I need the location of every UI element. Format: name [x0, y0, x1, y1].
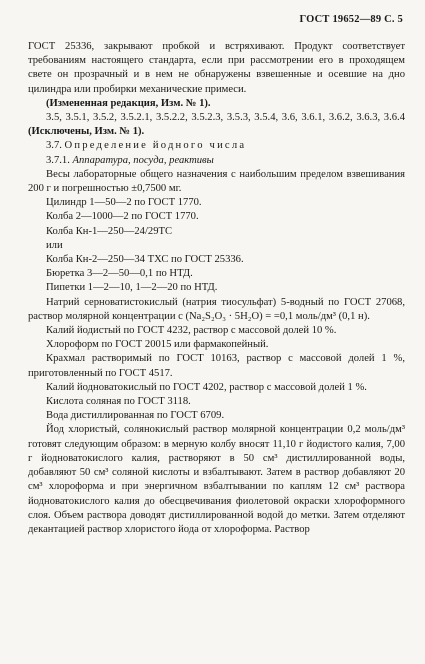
excluded-note: (Исключены, Изм. № 1). [28, 126, 145, 138]
reagent-thiosulfate: Натрий серноватистокислый (натрия тиосульфат) 5-водный по ГОСТ 27068, раствор молярной концентрации c (Na₂S₂O₃ · 5H₂O) = =0,1 моль/дм³ (0,1 н). [28, 296, 405, 322]
section-number: 3.7. [46, 140, 62, 152]
equipment-flask-1: Колба 2—1000—2 по ГОСТ 1770. [46, 211, 199, 223]
iodine-chloride-preparation: Йод хлористый, солянокислый раствор молярной концентрации 0,2 моль/дм³ готовят следующим образом: в мерную колбу вносят 11,10 г йодистого калия, 7,00 г йодноватокислого калия, растворяют в 50 см³ дистиллированной воды, добавляют 50 см³ соляной кислоты и взбалтывают. Затем в раствор добавляют 20 см³ хлороформа и при энергичном взбалтывании по каплям 12 см³ раствора йодноватокислого калия до обесцвечивания фиолетовой окраски хлороформного слоя. Объем раствора доводят дистиллированной водой до метки. Затем отделяют декантацией раствор хлористого йода от хлороформа. Раствор [28, 424, 405, 535]
excluded-clauses [28, 111, 405, 139]
reagent-potassium-iodide: Калий йодистый по ГОСТ 4232, раствор с массовой долей 10 %. [46, 325, 337, 337]
equipment-flask-3: Колба Кн-2—250—34 ТХС по ГОСТ 25336. [46, 254, 244, 266]
subsection-title: Аппаратура, посуда, реактивы [72, 154, 214, 166]
alternative-word: или [46, 239, 63, 251]
reagent-potassium-iodate: Калий йодноватокислый по ГОСТ 4202, раствор с массовой долей 1 %. [46, 381, 367, 393]
equipment-flask-2: Колба Кн-1—250—24/29ТС [46, 225, 173, 237]
equipment-pipettes: Пипетки 1—2—10, 1—2—20 по НТД. [46, 282, 218, 294]
equipment-scales: Весы лабораторные общего назначения с наибольшим пределом взвешивания 200 г и погрешностью ±0,7500 мг. [28, 168, 405, 195]
equipment-cylinder: Цилиндр 1—50—2 по ГОСТ 1770. [46, 197, 202, 209]
amendment-note-1: (Измененная редакция, Изм. № 1). [46, 97, 211, 109]
reagent-starch: Крахмал растворимый по ГОСТ 10163, раствор с массовой долей 1 %, приготовленный по ГОСТ 4517. [28, 353, 405, 379]
subsection-3-7-1-heading [28, 154, 405, 168]
paragraph-1: ГОСТ 25336, закрывают пробкой и встряхивают. Продукт соответствует требованиям настоящего стандарта, если при рассмотрении его в проходящем свете он прозрачный и в нем не обнаружены взвешенные и осевшие на дно цилиндра или пробирки механические примеси. [28, 41, 405, 95]
document-body [28, 40, 405, 537]
section-title: Определение йодного числа [64, 140, 247, 152]
section-3-7-heading [28, 139, 405, 153]
page-header: ГОСТ 19652—89 С. 5 [299, 14, 403, 25]
reagent-distilled-water: Вода дистиллированная по ГОСТ 6709. [46, 410, 225, 422]
equipment-burette: Бюретка 3—2—50—0,1 по НТД. [46, 268, 193, 280]
excluded-clauses-list: 3.5, 3.5.1, 3.5.2, 3.5.2.1, 3.5.2.2, 3.5.2.3, 3.5.3, 3.5.4, 3.6, 3.6.1, 3.6.2, 3.6.3, 3.6.4 [46, 112, 405, 124]
reagent-chloroform: Хлороформ по ГОСТ 20015 или фармакопейный. [46, 339, 269, 351]
subsection-number: 3.7.1. [46, 154, 70, 166]
reagent-hydrochloric-acid: Кислота соляная по ГОСТ 3118. [46, 396, 191, 408]
